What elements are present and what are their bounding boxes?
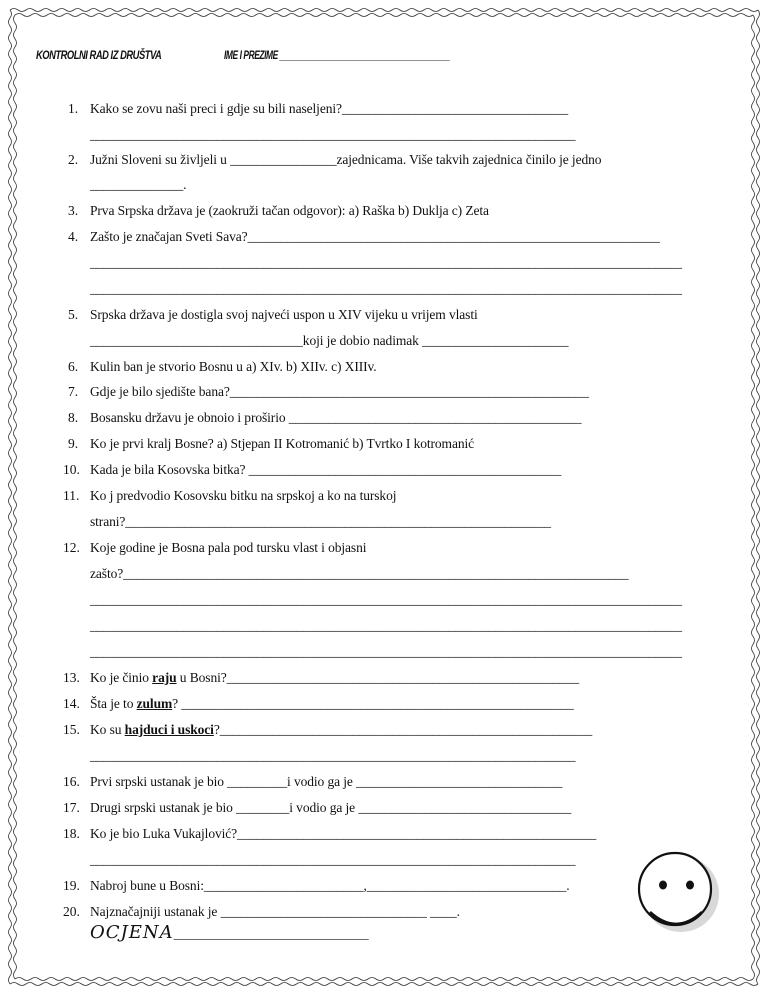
answer-line[interactable]: _________________________________________________________________________________________: [90, 644, 682, 659]
question-text: Zašto je značajan Sveti Sava?______________________________________________________________: [90, 229, 660, 244]
question-text: Južni Sloveni su življeli u ________________zajednicama. Više takvih zajednica činilo je jedno: [90, 152, 602, 167]
question-number: 9.: [68, 436, 79, 451]
question-number: 5.: [68, 307, 79, 322]
question-text: Gdje je bilo sjedište bana?______________________________________________________: [90, 384, 589, 399]
answer-line[interactable]: _________________________________________________________________________: [90, 748, 576, 763]
question-text: Kulin ban je stvorio Bosnu u a) XIv. b) XIIv. c) XIIIv.: [90, 359, 377, 374]
question-text: Bosansku državu je obnoio i proširio ____________________________________________: [90, 410, 582, 425]
question-text: Kako se zovu naši preci i gdje su bili naseljeni?__________________________________: [90, 101, 569, 116]
question-number: 2.: [68, 152, 79, 167]
smiley-face-icon: [639, 853, 719, 932]
answer-line[interactable]: ______________.: [90, 177, 187, 192]
question-text: Koje godine je Bosna pala pod tursku vlast i objasni: [90, 540, 367, 555]
answer-line[interactable]: zašto?____________________________________________________________________________: [90, 566, 629, 581]
question-number: 15.: [63, 722, 80, 737]
question-text: Drugi srpski ustanak je bio ________i vodio ga je ________________________________: [90, 800, 572, 815]
question-number: 19.: [63, 878, 80, 893]
key-term: hajduci i uskoci: [124, 722, 214, 737]
question-number: 13.: [63, 670, 80, 685]
question-text: Ko j predvodio Kosovsku bitku na srpskoj a ko na turskoj: [90, 488, 397, 503]
answer-line[interactable]: _________________________________________________________________________________________: [90, 281, 682, 296]
question-number: 20.: [63, 904, 80, 919]
grade-field[interactable]: [90, 922, 369, 943]
question-text: Ko je činio raju u Bosni?_____________________________________________________: [90, 670, 580, 685]
question-number: 11.: [63, 488, 80, 503]
question-number: 6.: [68, 359, 79, 374]
question-text: Srpska država je dostigla svoj najveći uspon u XIV vijeku u vrijem vlasti: [90, 307, 478, 322]
question-text: Najznačajniji ustanak je _______________________________ ____.: [90, 904, 460, 919]
question-text: Ko je bio Luka Vukajlović?______________________________________________________: [90, 826, 597, 841]
question-number: 8.: [68, 410, 79, 425]
question-number: 4.: [68, 229, 79, 244]
question-text: Prvi srpski ustanak je bio _________i vodio ga je _______________________________: [90, 774, 563, 789]
question-text: Kada je bila Kosovska bitka? _______________________________________________: [90, 462, 562, 477]
question-text: Nabroj bune u Bosni:________________________,______________________________.: [90, 878, 570, 893]
answer-line[interactable]: _________________________________________________________________________: [90, 127, 576, 142]
answer-line[interactable]: _________________________________________________________________________: [90, 852, 576, 867]
grade-label: OCJENA: [90, 922, 174, 943]
question-text: Šta je to zulum? ___________________________________________________________: [90, 696, 574, 711]
question-text: Ko su hajduci i uskoci?________________________________________________________: [90, 722, 593, 737]
question-number: 18.: [63, 826, 80, 841]
key-term: zulum: [136, 696, 173, 711]
question-number: 16.: [63, 774, 80, 789]
key-term: raju: [152, 670, 177, 685]
worksheet-title: KONTROLNI RAD IZ DRUŠTVA: [36, 48, 162, 62]
question-number: 12.: [63, 540, 80, 555]
question-number: 1.: [68, 101, 79, 116]
answer-line[interactable]: _________________________________________________________________________________________: [90, 592, 682, 607]
question-number: 3.: [68, 203, 79, 218]
answer-line[interactable]: strani?________________________________________________________________: [90, 514, 551, 529]
answer-line[interactable]: ________________________________koji je dobio nadimak ______________________: [90, 333, 569, 348]
grade-blank[interactable]: ______________________________: [173, 926, 369, 941]
answer-line[interactable]: _________________________________________________________________________________________: [90, 618, 682, 633]
question-number: 10.: [63, 462, 80, 477]
question-number: 17.: [63, 800, 80, 815]
answer-line[interactable]: _________________________________________________________________________________________: [90, 255, 682, 270]
question-number: 14.: [63, 696, 80, 711]
name-field-blank[interactable]: ________________________________________: [279, 48, 450, 62]
question-text: Prva Srpska država je (zaokruži tačan odgovor): a) Raška b) Duklja c) Zeta: [90, 203, 489, 218]
question-number: 7.: [68, 384, 79, 399]
question-text: Ko je prvi kralj Bosne? a) Stjepan II Kotromanić b) Tvrtko I kotromanić: [90, 436, 475, 451]
name-field-label: IME I PREZIME ________________________________________: [224, 48, 450, 62]
